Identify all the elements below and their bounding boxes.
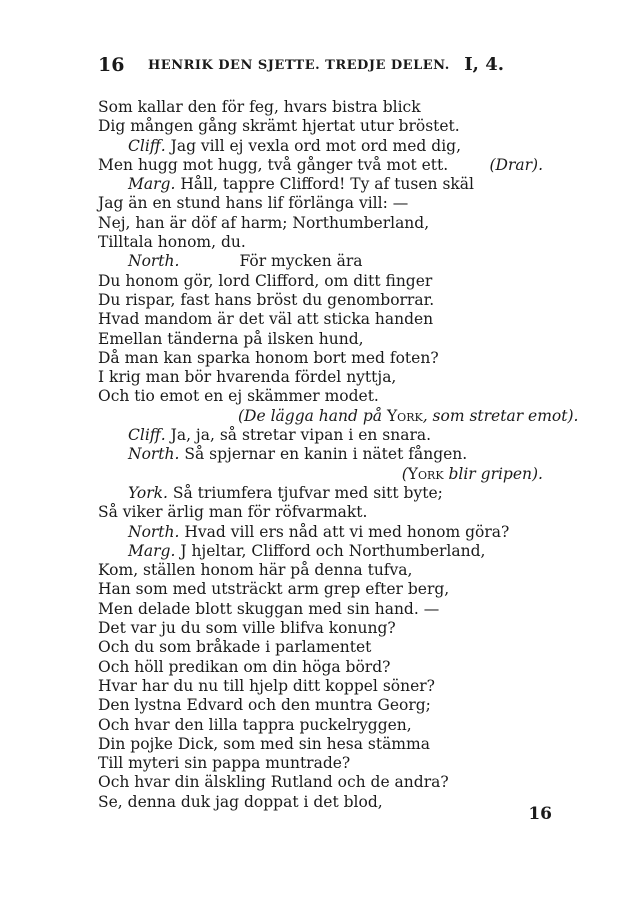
verse-line: Den lystna Edvard och den muntra Georg; (98, 696, 431, 715)
speaker-name: Cliff. (128, 136, 166, 155)
verse-line: Så viker ärlig man för röfvarmakt. (98, 503, 368, 522)
verse-line: Din pojke Dick, som med sin hesa stämma (98, 734, 430, 753)
running-header (98, 54, 504, 80)
verse-line: Och höll predikan om din höga börd? (98, 657, 391, 676)
verse-line: Jag än en stund hans lif förlänga vill: — (98, 194, 409, 213)
signature-mark: 16 (528, 804, 552, 824)
speech-line: Marg. Håll, tappre Clifford! Ty af tusen skäl (128, 175, 474, 194)
stage-direction: (Drar). (489, 155, 543, 174)
verse-line: Kom, ställen honom här på denna tufva, (98, 561, 413, 580)
speech-line: North. För mycken ära (128, 252, 363, 271)
act-scene-label: I, 4. (464, 54, 504, 75)
speaker-name: North. (128, 252, 180, 271)
verse-text (98, 98, 579, 812)
speaker-name: Marg. (128, 175, 176, 194)
verse-line: Och du som bråkade i parlamentet (98, 638, 372, 657)
verse-line: Det var ju du som ville blifva konung? (98, 619, 396, 638)
speech-line: Marg. J hjeltar, Clifford och Northumberland, (128, 541, 486, 560)
verse-line: Till myteri sin pappa muntrade? (98, 754, 351, 773)
verse-line: Och tio emot en ej skämmer modet. (98, 387, 379, 406)
verse-line: Du honom gör, lord Clifford, om ditt finger (98, 271, 433, 290)
stage-direction: (York blir gripen). (401, 464, 543, 483)
speech-line: North. Hvad vill ers nåd att vi med honom göra? (128, 522, 510, 541)
verse-line: I krig man bör hvarenda fördel nyttja, (98, 368, 397, 387)
verse-line: Emellan tänderna på ilsken hund, (98, 329, 364, 348)
verse-line: Då man kan sparka honom bort med foten? (98, 348, 439, 367)
speech-line: Cliff. Jag vill ej vexla ord mot ord med dig, (128, 136, 462, 155)
verse-line: Se, denna duk jag doppat i det blod, (98, 792, 383, 811)
verse-line: Han som med utsträckt arm grep efter berg, (98, 580, 450, 599)
verse-line: Du rispar, fast hans bröst du genomborrar. (98, 290, 435, 309)
page-number: 16 (98, 54, 125, 76)
speaker-name: Cliff. (128, 426, 166, 445)
verse-line: Tilltala honom, du. (98, 233, 246, 252)
verse-line: Dig mången gång skrämt hjertat utur bröstet. (98, 117, 460, 136)
speech-line: York. Så triumfera tjufvar med sitt byte; (128, 483, 443, 502)
verse-line: Hvar har du nu till hjelp ditt koppel söner? (98, 676, 435, 695)
verse-line: Och hvar den lilla tappra puckelryggen, (98, 715, 412, 734)
verse-line: Hvad mandom är det väl att sticka handen (98, 310, 434, 329)
running-title: HENRIK DEN SJETTE. TREDJE DELEN. (148, 58, 450, 73)
speaker-name: North. (128, 445, 180, 464)
speech-line: North. Så spjernar en kanin i nätet fången. (128, 445, 468, 464)
speech-line: Cliff. Ja, ja, så stretar vipan i en snara. (128, 426, 432, 445)
speaker-name: York. (128, 483, 168, 502)
stage-direction: (De lägga hand på York, som stretar emot). (238, 406, 579, 425)
verse-line: Men delade blott skuggan med sin hand. — (98, 599, 440, 618)
verse-line: Och hvar din älskling Rutland och de andra? (98, 773, 449, 792)
verse-line: Nej, han är döf af harm; Northumberland, (98, 213, 430, 232)
speaker-name: Marg. (128, 541, 176, 560)
verse-line: Som kallar den för feg, hvars bistra blick (98, 98, 421, 116)
speaker-name: North. (128, 522, 180, 541)
verse-line: Men hugg mot hugg, två gånger två mot ett. (Drar). (98, 155, 543, 174)
